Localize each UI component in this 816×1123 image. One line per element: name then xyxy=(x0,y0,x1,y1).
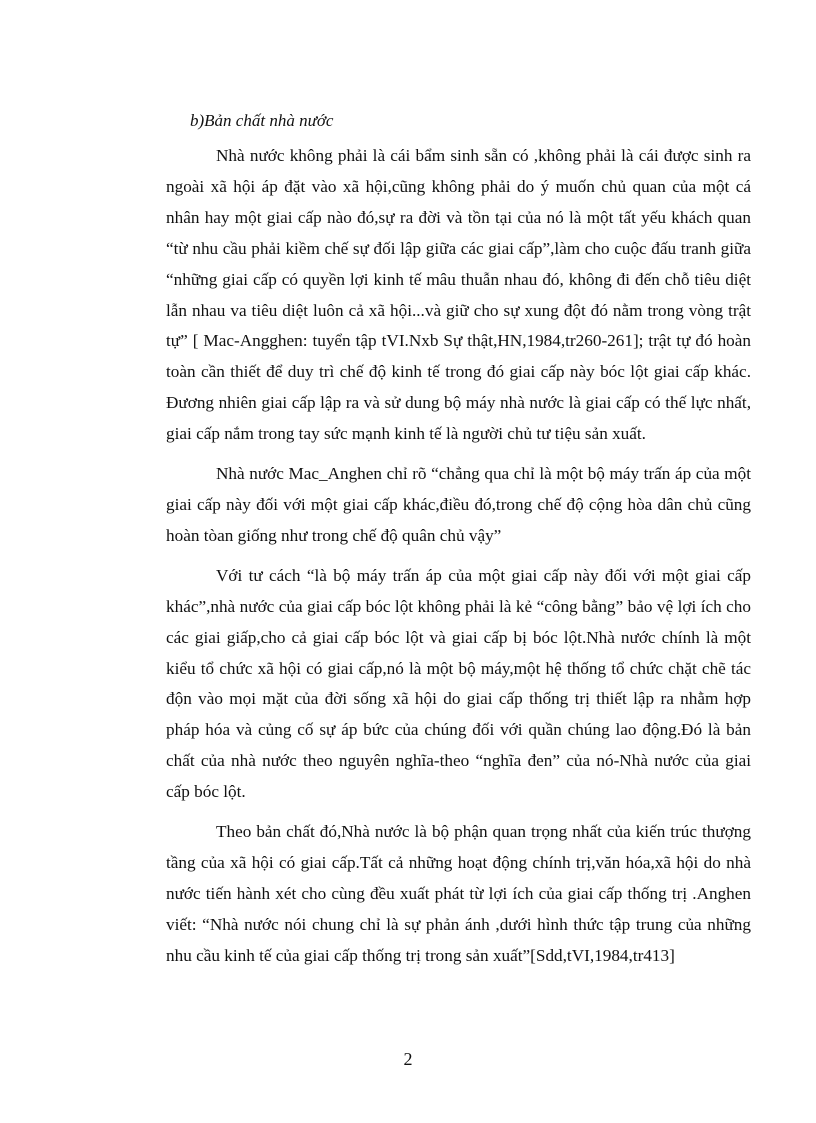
paragraph-4: Theo bản chất đó,Nhà nước là bộ phận quan trọng nhất của kiến trúc thượng tầng của xã hội có giai cấp.Tất cả những hoạt động chính trị,văn hóa,xã hội do nhà nước tiến hành xét cho cùng đều xuất phát từ lợi ích của giai cấp thống trị .Anghen viết: “Nhà nước nói chung chỉ là sự phản ánh ,dưới hình thức tập trung của những nhu cầu kinh tế của giai cấp thống trị trong sản xuất”[Sdd,tVI,1984,tr413] xyxy=(166,822,751,965)
paragraph-1: Nhà nước không phải là cái bẩm sinh sẵn có ,không phải là cái được sinh ra ngoài xã hội áp đặt vào xã hội,cũng không phải do ý muốn chủ quan của một cá nhân hay một giai cấp nào đó,sự ra đời và tồn tại của nó là một tất yếu khách quan “từ nhu cầu phải kiềm chế sự đối lập giữa các giai cấp”,làm cho cuộc đấu tranh giữa “những giai cấp có quyền lợi kinh tế mâu thuẫn nhau đó, không đi đến chỗ tiêu diệt lẫn nhau va tiêu diệt luôn cả xã hội...và giữ cho sự xung đột đó nằm trong vòng trật tự” [ Mac-Angghen: tuyển tập tVI.Nxb Sự thật,HN,1984,tr260-261]; trật tự đó hoàn toàn cần thiết để duy trì chế độ kinh tế trong đó giai cấp này bóc lột giai cấp khác. Đương nhiên giai cấp lập ra và sử dung bộ máy nhà nước là giai cấp có thế lực nhất, giai cấp nắm trong tay sức mạnh kinh tế là người chủ tư tiệu sản xuất. xyxy=(166,146,751,444)
paragraph-2: Nhà nước Mac_Anghen chỉ rõ “chẳng qua chỉ là một bộ máy trấn áp của một giai cấp này đối với một giai cấp khác,điều đó,trong chế độ cộng hòa dân chủ cũng hoàn tòan giống như trong chế độ quân chủ vậy” xyxy=(166,464,751,545)
page-body xyxy=(166,108,751,981)
section-heading: b)Bản chất nhà nước xyxy=(190,111,334,130)
page-number: 2 xyxy=(403,1049,413,1069)
paragraph-3: Với tư cách “là bộ máy trấn áp của một giai cấp này đối với một giai cấp khác”,nhà nước của giai cấp bóc lột không phải là kẻ “công bằng” bảo vệ lợi ích cho các giai giấp,cho cả giai cấp bóc lột và giai cấp bị bóc lột.Nhà nước chính là một kiểu tổ chức xã hội có giai cấp,nó là một bộ máy,một hệ thống tổ chức chặt chẽ tác độn vào mọi mặt của đời sống xã hội do giai cấp thống trị thiết lập ra nhằm hợp pháp hóa và củng cố sự áp bức của chúng đối với quần chúng lao động.Đó là bản chất của nhà nước theo nguyên nghĩa-theo “nghĩa đen” của nó-Nhà nước của giai cấp bóc lột. xyxy=(166,565,751,802)
